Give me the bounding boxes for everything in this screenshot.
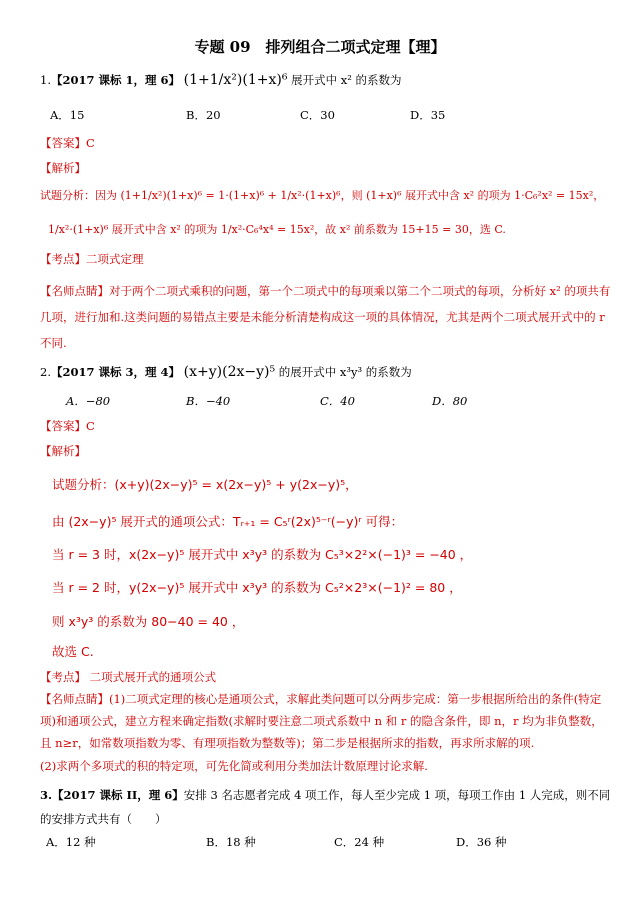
q1-answer: 【答案】C xyxy=(40,136,95,150)
q3-stem xyxy=(40,783,612,831)
q3-option-a: A．12 种 xyxy=(46,835,96,849)
q2-option-a: A．−80 xyxy=(66,394,111,408)
q2-stem-math: (x+y)(2x−y)⁵ xyxy=(183,364,276,380)
q1-stem xyxy=(40,72,402,88)
q1-source: 【2017 课标 1，理 6】 xyxy=(50,73,181,87)
q1-option-b: B．20 xyxy=(186,108,221,122)
q2-option-b: B．−40 xyxy=(186,394,231,408)
q3-stem-text: 安排 3 名志愿者完成 4 项工作，每人至少完成 1 项，每项工作由 1 人完成，则不同的安排方式共有（ ） xyxy=(40,788,611,826)
q1-option-c: C．30 xyxy=(300,108,335,122)
q2-analysis-label: 【解析】 xyxy=(40,444,86,458)
q2-kaodian: 【考点】 二项式展开式的通项公式 xyxy=(40,670,217,684)
q2-option-d: D．80 xyxy=(432,394,468,408)
q1-kaodian: 【考点】二项式定理 xyxy=(40,252,144,266)
q2-option-c: C．40 xyxy=(320,394,355,408)
q2-source: 【2017 课标 3，理 4】 xyxy=(50,365,181,379)
q2-answer: 【答案】C xyxy=(40,419,95,433)
q1-analysis-label: 【解析】 xyxy=(40,161,86,175)
q2-step-1: 试题分析：(x+y)(2x−y)⁵ = x(2x−y)⁵ + y(2x−y)⁵， xyxy=(52,477,358,492)
q2-number: 2. xyxy=(40,365,51,379)
q2-comment: 【名师点睛】(1)二项式定理的核心是通项公式，求解此类问题可以分两步完成：第一步根据所给出的条件(特定项)和通项公式，建立方程来确定指数(求解时要注意二项式系数中 n 和 r 的隐含条件，即 n，r 均为非负整数，且 n≥r，如常数项指数为零、有理项指数为整数等)；第二步是根据所求的指数，再求所求解的项. xyxy=(40,692,603,750)
q2-step-4: 当 r = 2 时，y(2x−y)⁵ 展开式中 x³y³ 的系数为 C₅²×2³×(−1)² = 80 ， xyxy=(52,580,462,595)
q1-stem-math: (1+1/x²)(1+x)⁶ xyxy=(183,72,288,88)
q1-analysis-line2: 1/x²·(1+x)⁶ 展开式中含 x² 的项为 1/x²·C₆⁴x⁴ = 15x²，故 x² 前系数为 15+15 = 30，选 C. xyxy=(48,223,506,236)
q3-option-c: C．24 种 xyxy=(334,835,385,849)
q1-option-d: D．35 xyxy=(410,108,446,122)
q2-step-5: 则 x³y³ 的系数为 80−40 = 40 ， xyxy=(52,614,245,629)
q1-stem-text: 展开式中 x² 的系数为 xyxy=(291,73,402,87)
q2-step-3: 当 r = 3 时，x(2x−y)⁵ 展开式中 x³y³ 的系数为 C₅³×2²×(−1)³ = −40 ， xyxy=(52,547,473,562)
q2-stem-text: 的展开式中 x³y³ 的系数为 xyxy=(278,365,412,379)
q2-comment-2: (2)求两个多项式的积的特定项，可先化简或利用分类加法计数原理讨论求解. xyxy=(40,759,428,773)
q3-option-b: B．18 种 xyxy=(206,835,256,849)
q1-number: 1. xyxy=(40,73,51,87)
q1-analysis-line1: 试题分析：因为 (1+1/x²)(1+x)⁶ = 1·(1+x)⁶ + 1/x²·(1+x)⁶，则 (1+x)⁶ 展开式中含 x² 的项为 1·C₆²x² = 15x²， xyxy=(40,189,605,202)
q2-step-6: 故选 C. xyxy=(52,644,94,659)
q1-comment: 【名师点睛】对于两个二项式乘积的问题，第一个二项式中的每项乘以第二个二项式的每项，分析好 x² 的项共有几项，进行加和.这类问题的易错点主要是未能分析清楚构成这一项的具体情况，尤其是两个二项式展开式中的 r 不同. xyxy=(40,284,611,350)
q3-source: 【2017 课标 II，理 6】 xyxy=(52,788,184,802)
q1-option-a: A．15 xyxy=(50,108,85,122)
q2-stem xyxy=(40,364,412,380)
q3-number: 3. xyxy=(40,788,53,802)
q3-option-d: D．36 种 xyxy=(456,835,507,849)
page-title: 专题 09 排列组合二项式定理【理】 xyxy=(194,38,446,56)
q2-step-2: 由 (2x−y)⁵ 展开式的通项公式：Tᵣ₊₁ = C₅ʳ(2x)⁵⁻ʳ(−y)ʳ 可得： xyxy=(52,514,404,529)
